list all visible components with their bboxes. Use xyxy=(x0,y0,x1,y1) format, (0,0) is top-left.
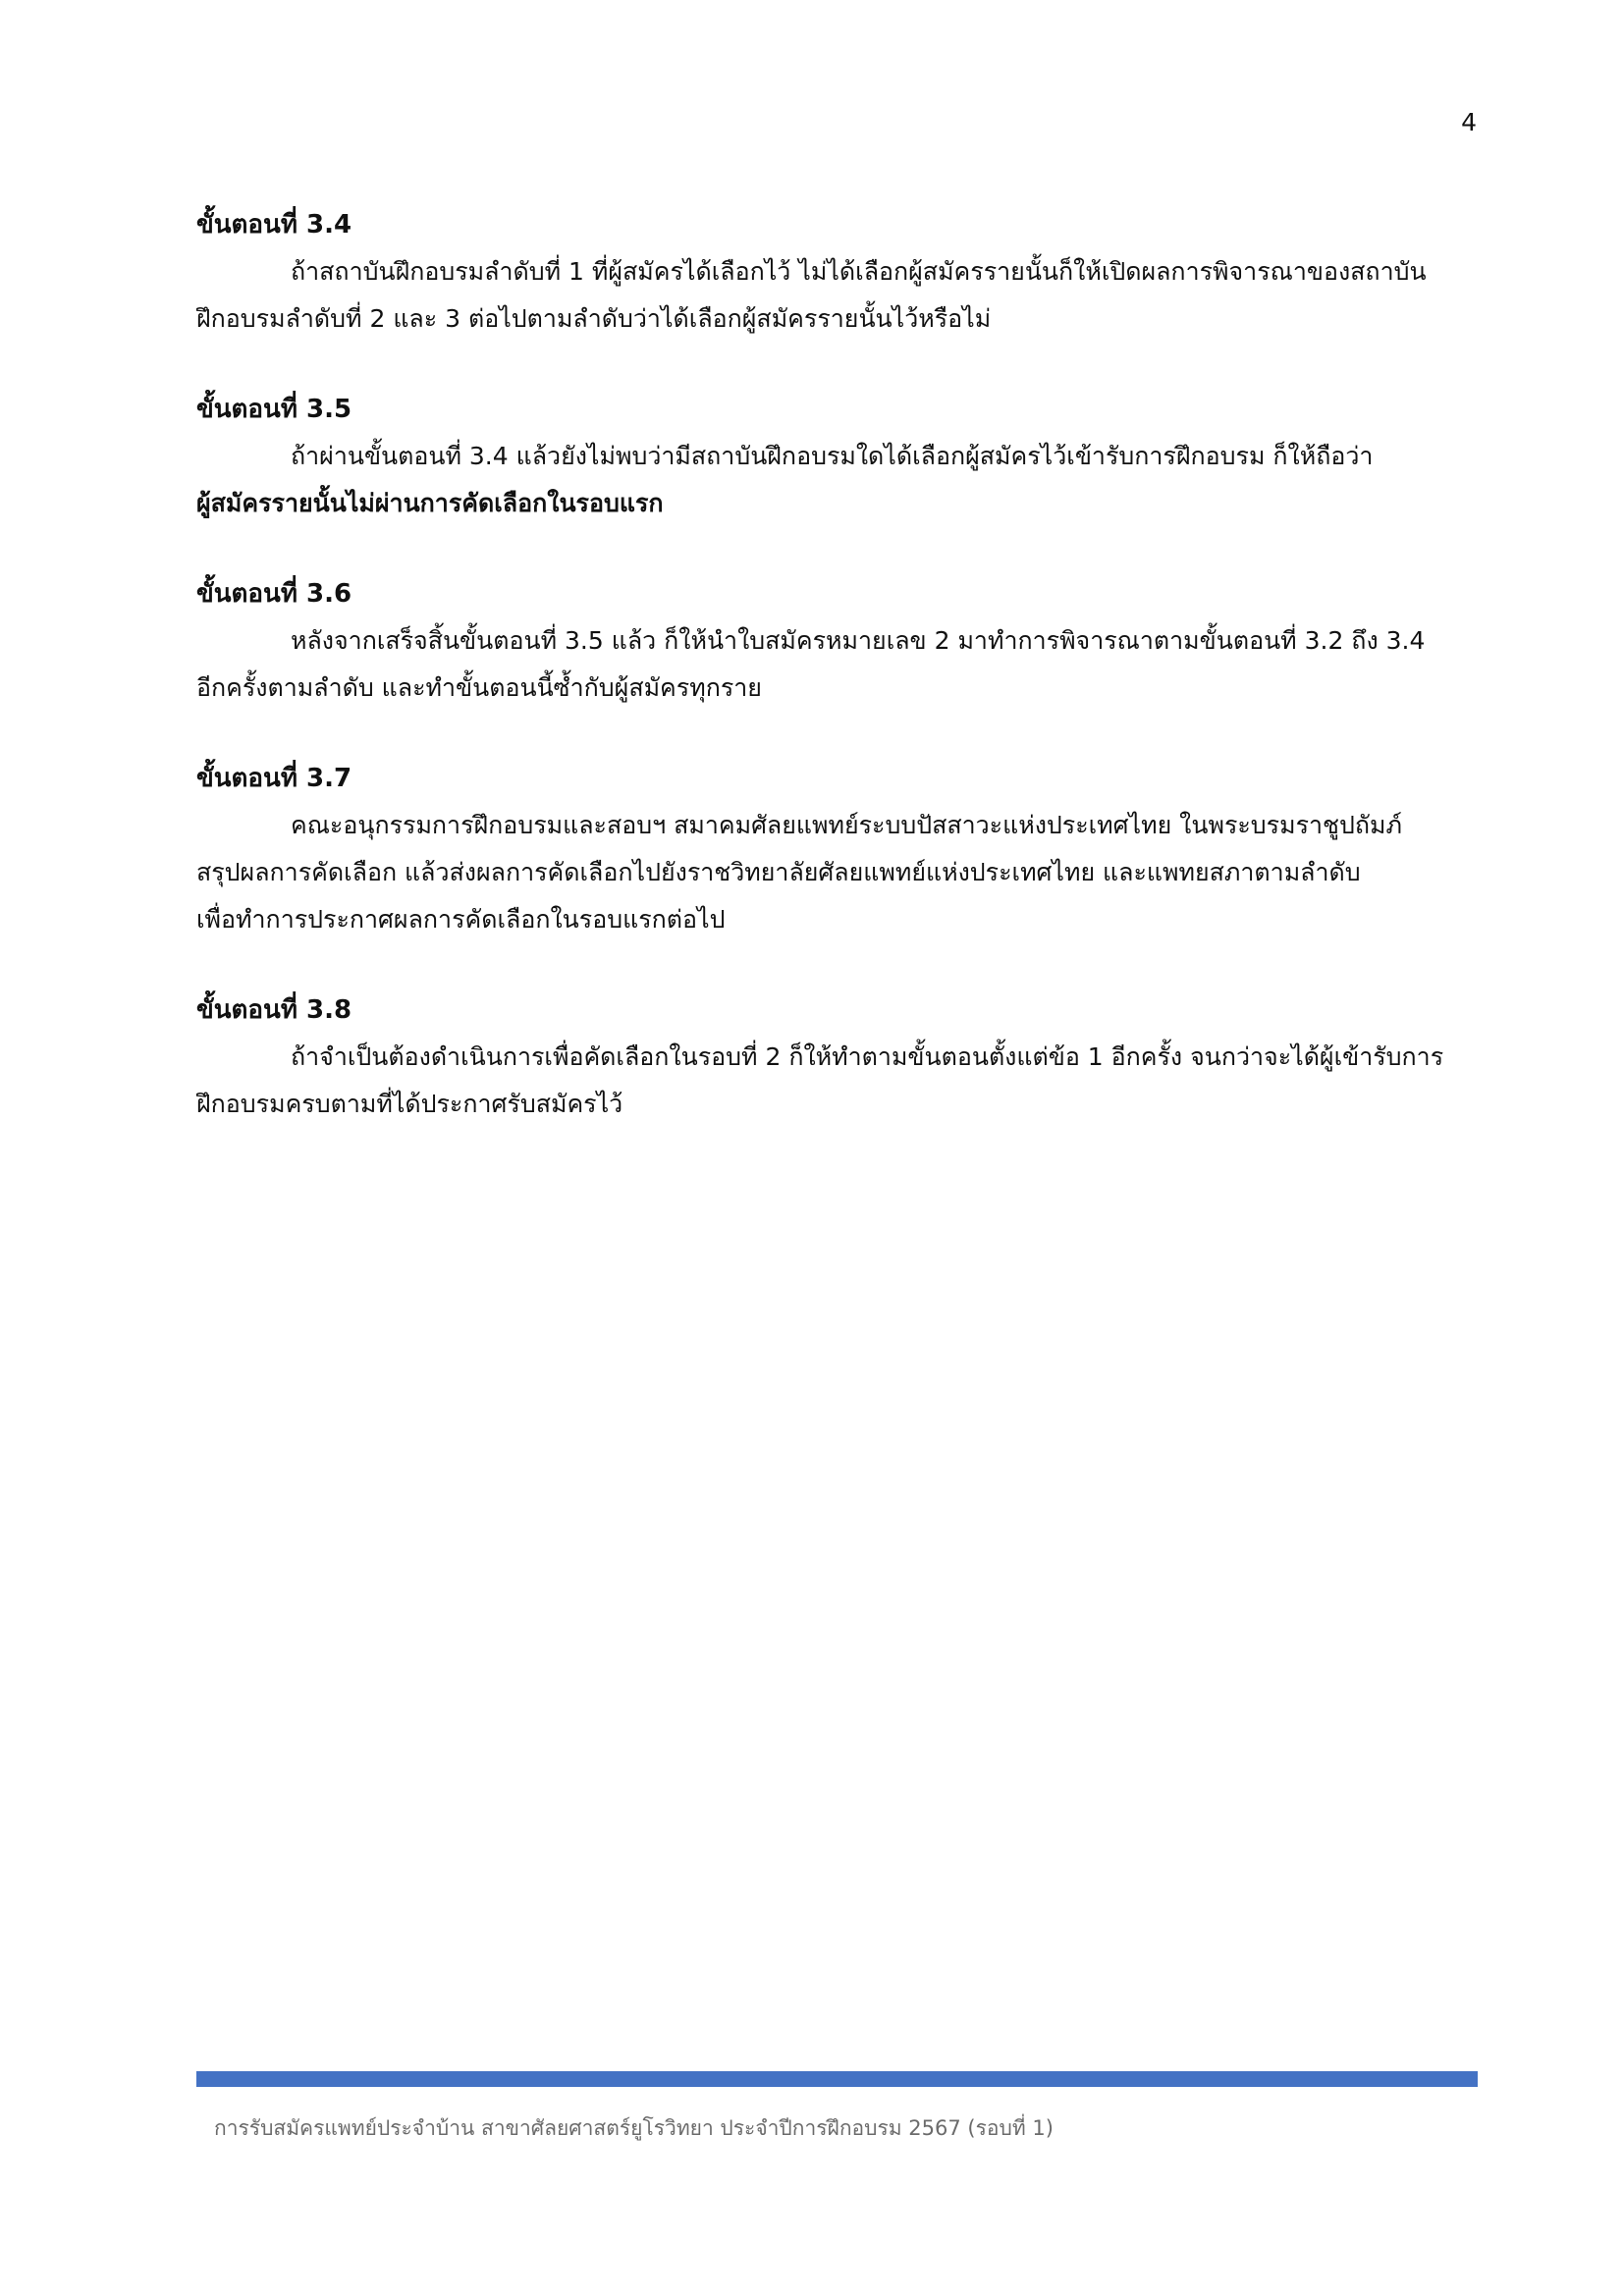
step-3-6 xyxy=(196,570,1478,712)
paragraph-line: ถ้าจำเป็นต้องดำเนินการเพื่อคัดเลือกในรอบที่ 2 ก็ให้ทำตามขั้นตอนตั้งแต่ข้อ 1 อีกครั้ง จนกว่าจะได้ผู้เข้ารับการ xyxy=(291,1042,1444,1071)
paragraph-line: ฝึกอบรมลำดับที่ 2 และ 3 ต่อไปตามลำดับว่าได้เลือกผู้สมัครรายนั้นไว้หรือไม่ xyxy=(196,304,992,333)
step-paragraph xyxy=(196,802,1478,943)
paragraph-line: สรุปผลการคัดเลือก แล้วส่งผลการคัดเลือกไปยังราชวิทยาลัยศัลยแพทย์แห่งประเทศไทย และแพทยสภาตามลำดับ xyxy=(196,858,1361,886)
step-paragraph xyxy=(196,617,1478,712)
paragraph-line: เพื่อทำการประกาศผลการคัดเลือกในรอบแรกต่อไป xyxy=(196,905,726,934)
step-heading: ขั้นตอนที่ 3.5 xyxy=(196,395,352,424)
footer-divider-bar xyxy=(196,2071,1478,2087)
paragraph-line: ฝึกอบรมครบตามที่ได้ประกาศรับสมัครไว้ xyxy=(196,1090,623,1118)
paragraph-line: คณะอนุกรรมการฝึกอบรมและสอบฯ สมาคมศัลยแพทย์ระบบปัสสาวะแห่งประเทศไทย ในพระบรมราชูปถัมภ์ xyxy=(291,811,1402,839)
step-paragraph xyxy=(196,248,1478,343)
step-heading: ขั้นตอนที่ 3.4 xyxy=(196,210,352,240)
footer-text: การรับสมัครแพทย์ประจำบ้าน สาขาศัลยศาสตร์ยูโรวิทยา ประจำปีการฝึกอบรม 2567 (รอบที่ 1) xyxy=(214,2116,1054,2140)
step-3-4 xyxy=(196,201,1478,343)
step-heading: ขั้นตอนที่ 3.6 xyxy=(196,579,352,609)
step-heading: ขั้นตอนที่ 3.7 xyxy=(196,764,352,793)
page-number: 4 xyxy=(1461,108,1477,136)
paragraph-line: อีกครั้งตามลำดับ และทำขั้นตอนนี้ซ้ำกับผู้สมัครทุกราย xyxy=(196,673,762,702)
paragraph-line-emphasis: ผู้สมัครรายนั้นไม่ผ่านการคัดเลือกในรอบแรก xyxy=(196,489,664,517)
step-paragraph xyxy=(196,1034,1478,1128)
step-3-7 xyxy=(196,755,1478,943)
step-paragraph xyxy=(196,433,1478,527)
paragraph-line: ถ้าสถาบันฝึกอบรมลำดับที่ 1 ที่ผู้สมัครได้เลือกไว้ ไม่ได้เลือกผู้สมัครรายนั้นก็ให้เปิดผลการพิจารณาของสถาบัน xyxy=(291,257,1427,286)
step-heading: ขั้นตอนที่ 3.8 xyxy=(196,995,352,1025)
paragraph-line: ถ้าผ่านขั้นตอนที่ 3.4 แล้วยังไม่พบว่ามีสถาบันฝึกอบรมใดได้เลือกผู้สมัครไว้เข้ารับการฝึกอบรม ก็ให้ถือว่า xyxy=(291,442,1374,470)
step-3-5 xyxy=(196,386,1478,527)
paragraph-line: หลังจากเสร็จสิ้นขั้นตอนที่ 3.5 แล้ว ก็ให้นำใบสมัครหมายเลข 2 มาทำการพิจารณาตามขั้นตอนที่ 3.2 ถึง 3.4 xyxy=(291,626,1426,655)
step-3-8 xyxy=(196,987,1478,1128)
document-body xyxy=(196,201,1478,1171)
